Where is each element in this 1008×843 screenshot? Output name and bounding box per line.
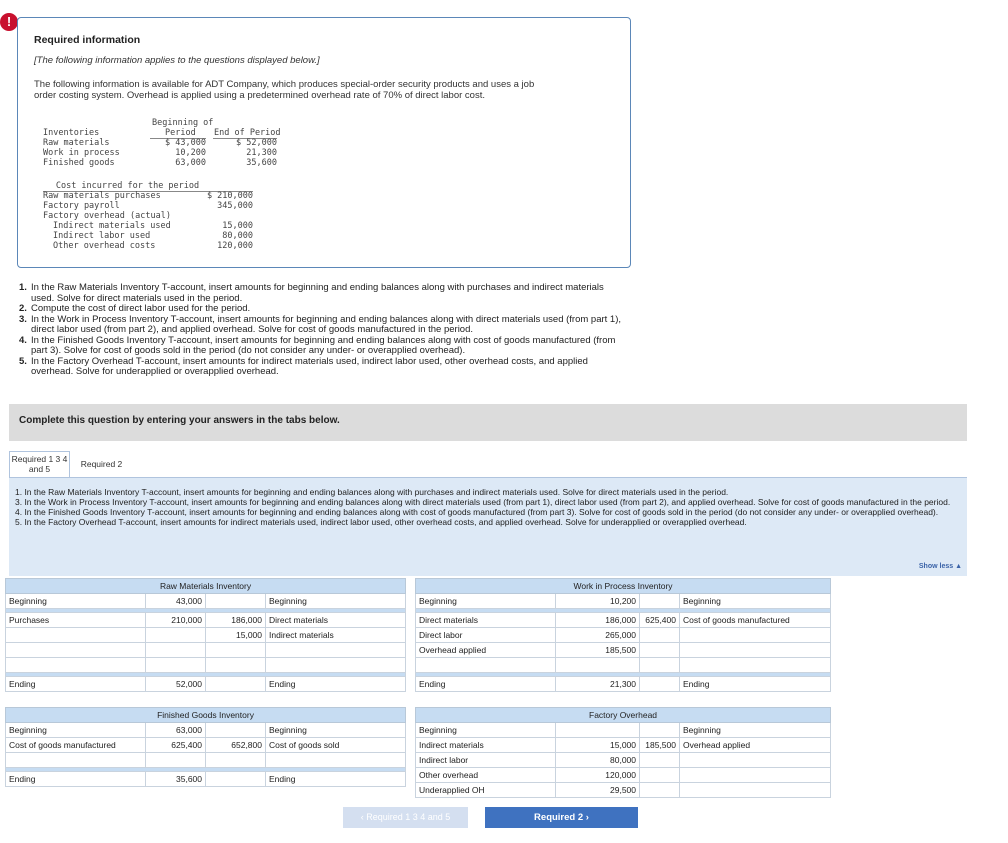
debit-label[interactable]: Overhead applied [416,643,556,658]
credit-label[interactable]: Beginning [680,594,831,609]
inv-row-beg: 63,000 [175,158,206,168]
work-in-process-t-account [415,578,831,692]
required-information-box [17,17,631,268]
debit-label[interactable]: Ending [6,772,146,787]
credit-amount[interactable] [640,768,680,783]
credit-label[interactable]: Ending [680,677,831,692]
debit-amount[interactable]: 21,300 [556,677,640,692]
debit-amount[interactable] [556,658,640,673]
credit-label[interactable] [266,643,406,658]
prev-tab-button[interactable]: ‹ Required 1 3 4 and 5 [343,807,468,828]
debit-amount[interactable]: 186,000 [556,613,640,628]
alert-icon: ! [0,13,18,31]
credit-amount[interactable] [640,723,680,738]
debit-amount[interactable] [146,643,206,658]
finished-goods-t-account [5,707,406,787]
debit-amount[interactable] [146,753,206,768]
inv-row-beg: $ 43,000 [165,138,206,148]
inv-header-label: Inventories [43,128,100,138]
credit-amount[interactable] [206,723,266,738]
cost-row-label: Other overhead costs [53,241,156,251]
inv-header-1: Beginning of [152,118,214,128]
raw-materials-t-account [5,578,406,692]
inv-header-end: End of Period [214,128,281,138]
inv-row-end: 35,600 [246,158,277,168]
inv-row-end: 21,300 [246,148,277,158]
credit-label[interactable] [266,753,406,768]
debit-amount[interactable]: 185,500 [556,643,640,658]
debit-amount[interactable]: 43,000 [146,594,206,609]
next-tab-button[interactable]: Required 2 › [485,807,638,828]
credit-amount[interactable] [206,772,266,787]
credit-label[interactable]: Indirect materials [266,628,406,643]
debit-amount[interactable] [146,628,206,643]
cost-row-value: $ 210,000 [206,191,253,201]
debit-label[interactable]: Indirect materials [416,738,556,753]
credit-label[interactable] [680,768,831,783]
question-item: 1. In the Raw Materials Inventory T-account, insert amounts for beginning and ending balances along with purchases and indirect materials used. Solve for direct materials used in the period. [19,282,604,304]
credit-label[interactable] [266,658,406,673]
debit-label[interactable]: Purchases [6,613,146,628]
credit-amount[interactable]: 15,000 [206,628,266,643]
credit-label[interactable]: Cost of goods manufactured [680,613,831,628]
cost-row-label: Factory overhead (actual) [43,211,171,221]
inv-row-label: Work in process [43,148,120,158]
question-item: 3. In the Work in Process Inventory T-account, insert amounts for beginning and ending balances along with direct materials used (from part 1), direct labor used (from part 2), and applied overhead. Solve for cost of goods manufactured in the period. [19,313,622,335]
debit-label[interactable]: Underapplied OH [416,783,556,798]
cost-row-value: 120,000 [217,241,253,251]
cost-row-value: 15,000 [222,221,253,231]
credit-amount[interactable]: 186,000 [206,613,266,628]
tab-required-2[interactable]: Required 2 [71,451,132,477]
cost-row-label: Indirect labor used [53,231,151,241]
cost-row-label: Indirect materials used [53,221,171,231]
debit-label[interactable]: Ending [416,677,556,692]
info-title: Required information [34,34,141,46]
inv-row-beg: 10,200 [175,148,206,158]
debit-amount[interactable]: 63,000 [146,723,206,738]
credit-label[interactable]: Beginning [266,594,406,609]
question-list [19,283,629,378]
question-item: 5. In the Factory Overhead T-account, insert amounts for indirect materials used, indirect labor used, other overhead costs, and applied overhead. Solve for underapplied or overapplied overhead. [19,355,588,377]
debit-amount[interactable]: 15,000 [556,738,640,753]
credit-label[interactable] [680,658,831,673]
credit-label[interactable] [680,753,831,768]
debit-amount[interactable]: 10,200 [556,594,640,609]
credit-amount[interactable] [206,753,266,768]
credit-label[interactable]: Beginning [680,723,831,738]
credit-label[interactable]: Direct materials [266,613,406,628]
credit-amount[interactable] [640,677,680,692]
factory-overhead-t-account [415,707,831,798]
debit-label[interactable] [6,628,146,643]
credit-amount[interactable] [640,643,680,658]
tab-panel [9,477,967,576]
wip-title: Work in Process Inventory [416,579,831,594]
debit-label[interactable] [416,658,556,673]
debit-amount[interactable]: 265,000 [556,628,640,643]
debit-label[interactable]: Beginning [6,594,146,609]
inv-row-label: Finished goods [43,158,115,168]
debit-amount[interactable]: 29,500 [556,783,640,798]
cost-row-label: Factory payroll [43,201,120,211]
panel-instructions: 1. In the Raw Materials Inventory T-account, insert amounts for beginning and ending balances along with purchases and indirect materials used. Solve for direct materials used in the period. 3. In the Work in Process Inventory T-account, insert amounts for beginning and ending balances along with direct materials used (from part 1), direct labor used (from part 2), and applied overhead. Solve for cost of goods manufactured in the period. 4. In the Finished Goods Inventory T-account, insert amounts for beginning and ending balances along with cost of goods manufactured (from part 3). Solve for cost of goods sold in the period (do not consider any under- or overapplied overhead). 5. In the Factory Overhead T-account, insert amounts for indirect materials used, indirect labor used, other overhead costs, and applied overhead. Solve for underapplied or overapplied overhead. [15,487,951,527]
info-subtitle: [The following information applies to the questions displayed below.] [34,55,320,66]
inv-row-label: Raw materials [43,138,110,148]
debit-label[interactable]: Beginning [6,723,146,738]
debit-label[interactable] [6,658,146,673]
inv-row-end: $ 52,000 [236,138,277,148]
debit-amount[interactable]: 625,400 [146,738,206,753]
credit-amount[interactable] [640,628,680,643]
credit-amount[interactable] [640,783,680,798]
credit-amount[interactable] [206,643,266,658]
debit-amount[interactable]: 80,000 [556,753,640,768]
credit-amount[interactable] [206,677,266,692]
cost-header: Cost incurred for the period [55,181,200,191]
credit-amount[interactable]: 185,500 [640,738,680,753]
debit-amount[interactable]: 120,000 [556,768,640,783]
cost-row-value: 345,000 [217,201,253,211]
question-item: 4. In the Finished Goods Inventory T-account, insert amounts for beginning and ending balances along with cost of goods manufactured (from part 3). Solve for cost of goods sold in the period (do not consider any under- or overapplied overhead). [19,334,616,356]
debit-label[interactable]: Ending [6,677,146,692]
credit-amount[interactable] [206,658,266,673]
tab-required-1-3-4-5[interactable]: Required 1 3 4 and 5 [9,451,70,477]
debit-label[interactable]: Direct materials [416,613,556,628]
debit-amount[interactable]: 210,000 [146,613,206,628]
question-item: 2. Compute the cost of direct labor used for the period. [19,303,251,314]
credit-label[interactable] [680,783,831,798]
credit-amount[interactable] [206,594,266,609]
debit-label[interactable]: Cost of goods manufactured [6,738,146,753]
credit-amount[interactable]: 652,800 [206,738,266,753]
info-text: The following information is available for ADT Company, which produces special-order security products and uses a job order costing system. Overhead is applied using a predetermined overhead rate of 70% of direct labor cost. [34,79,535,101]
debit-label[interactable] [6,753,146,768]
instruction-bar: Complete this question by entering your answers in the tabs below. [9,404,967,441]
factory-overhead-title: Factory Overhead [416,708,831,723]
debit-label[interactable]: Other overhead [416,768,556,783]
credit-label[interactable]: Ending [266,677,406,692]
credit-label[interactable]: Cost of goods sold [266,738,406,753]
credit-label[interactable]: Ending [266,772,406,787]
debit-label[interactable]: Indirect labor [416,753,556,768]
credit-label[interactable] [680,628,831,643]
debit-amount[interactable] [556,723,640,738]
credit-label[interactable] [680,643,831,658]
debit-label[interactable]: Beginning [416,723,556,738]
cost-row-value: 80,000 [222,231,253,241]
credit-label[interactable]: Overhead applied [680,738,831,753]
credit-amount[interactable] [640,658,680,673]
raw-materials-title: Raw Materials Inventory [6,579,406,594]
credit-amount[interactable] [640,594,680,609]
cost-row-label: Raw materials purchases [43,191,161,201]
inv-header-beg: Period [165,128,196,138]
debit-label[interactable] [6,643,146,658]
debit-amount[interactable] [146,658,206,673]
credit-label[interactable]: Beginning [266,723,406,738]
finished-goods-title: Finished Goods Inventory [6,708,406,723]
show-less-link[interactable]: Show less ▲ [918,563,962,570]
debit-label[interactable]: Beginning [416,594,556,609]
credit-amount[interactable]: 625,400 [640,613,680,628]
debit-label[interactable]: Direct labor [416,628,556,643]
credit-amount[interactable] [640,753,680,768]
debit-amount[interactable]: 35,600 [146,772,206,787]
debit-amount[interactable]: 52,000 [146,677,206,692]
